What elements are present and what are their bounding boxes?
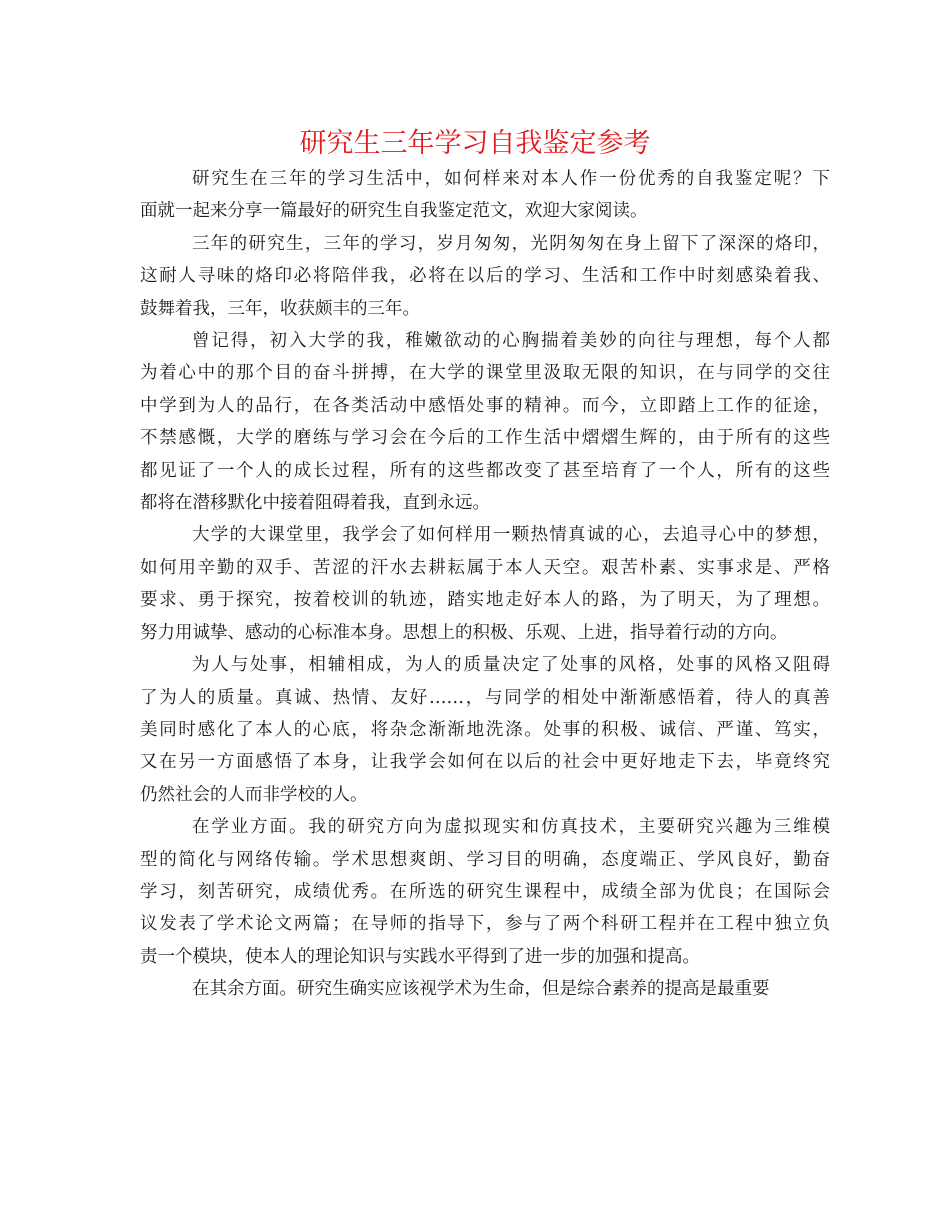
paragraph-line: 在学业方面。我的研究方向为虚拟现实和仿真技术，主要研究兴趣为三维模 [192,817,830,838]
paragraph-line: 研究生在三年的学习生活中，如何样来对本人作一份优秀的自我鉴定呢？下 [192,169,830,189]
paragraph-line: 责一个模块，使本人的理论知识与实践水平得到了进一步的加强和提高。 [140,946,700,967]
paragraph [140,811,830,973]
paragraph-line: 曾记得，初入大学的我，稚嫩欲动的心胸揣着美妙的向往与理想，每个人都 [192,331,830,352]
paragraph-line: 为着心中的那个目的奋斗拼搏，在大学的课堂里汲取无限的知识，在与同学的交往 [140,363,830,384]
document-body [140,163,830,1006]
paragraph [140,973,830,1005]
paragraph [140,519,830,649]
paragraph-line: 为人与处事，相辅相成，为人的质量决定了处事的风格，处事的风格又阻碍 [192,655,830,676]
paragraph-line: 面就一起来分享一篇最好的研究生自我鉴定范文，欢迎大家阅读。 [140,201,648,222]
paragraph-line: 不禁感慨，大学的磨练与学习会在今后的工作生活中熠熠生辉的，由于所有的这些 [140,428,830,449]
paragraph-line: 三年的研究生，三年的学习，岁月匆匆，光阴匆匆在身上留下了深深的烙印， [192,233,830,254]
paragraph-line: 议发表了学术论文两篇；在导师的指导下，参与了两个科研工程并在工程中独立负 [140,914,830,935]
paragraph [140,325,830,519]
paragraph-line: 又在另一方面感悟了本身，让我学会如何在以后的社会中更好地走下去，毕竟终究 [140,752,830,773]
paragraph-line: 鼓舞着我，三年，收获颇丰的三年。 [140,298,420,319]
paragraph-line: 美同时感化了本人的心底，将杂念渐渐地洗涤。处事的积极、诚信、严谨、笃实， [140,719,830,740]
paragraph-line: 如何用辛勤的双手、苦涩的汗水去耕耘属于本人天空。艰苦朴素、实事求是、严格 [140,557,830,578]
paragraph-line: 都见证了一个人的成长过程，所有的这些都改变了甚至培育了一个人，所有的这些 [140,460,830,481]
paragraph-line: 中学到为人的品行，在各类活动中感悟处事的精神。而今，立即踏上工作的征途， [140,395,830,416]
document-title: 研究生三年学习自我鉴定参考 [299,128,651,159]
paragraph-line: 在其余方面。研究生确实应该视学术为生命，但是综合素养的提高是最重要 [192,979,770,1000]
paragraph-line: 仍然社会的人而非学校的人。 [140,784,368,805]
paragraph-line: 大学的大课堂里，我学会了如何样用一颗热情真诚的心，去追寻心中的梦想， [192,525,830,546]
paragraph-line: 学习，刻苦研究，成绩优秀。在所选的研究生课程中，成绩全部为优良；在国际会 [140,881,830,902]
paragraph-line: 型的简化与网络传输。学术思想爽朗、学习目的明确，态度端正、学风良好，勤奋 [140,849,830,870]
paragraph-line: 要求、勇于探究，按着校训的轨迹，踏实地走好本人的路，为了明天，为了理想。 [140,590,830,611]
paragraph [140,649,830,811]
paragraph-line: 这耐人寻味的烙印必将陪伴我，必将在以后的学习、生活和工作中时刻感染着我、 [140,266,830,287]
paragraph [140,163,830,228]
paragraph-line: 都将在潜移默化中接着阻碍着我，直到永远。 [140,493,490,514]
paragraph-line: 努力用诚挚、感动的心标准本身。思想上的积极、乐观、上进，指导着行动的方向。 [140,622,788,643]
paragraph-line: 了为人的质量。真诚、热情、友好……，与同学的相处中渐渐感悟着，待人的真善 [140,687,830,708]
paragraph [140,228,830,325]
